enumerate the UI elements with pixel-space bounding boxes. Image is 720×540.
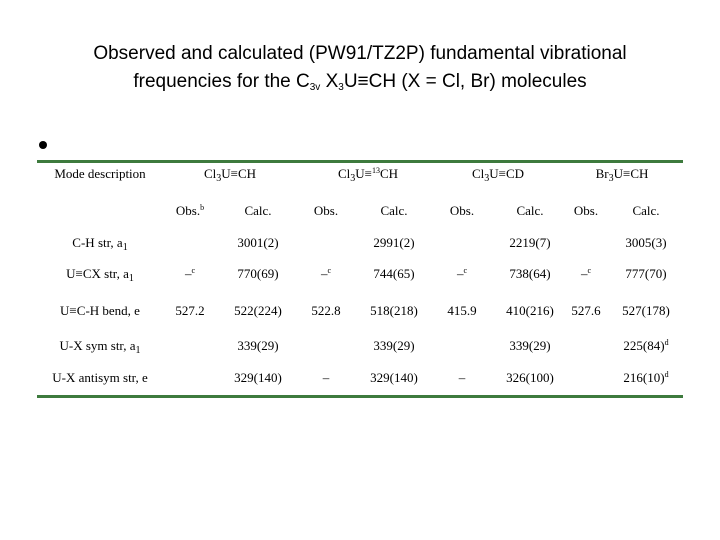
row-1-value-2: 3001(2) <box>237 235 279 250</box>
row-5-value-3: – <box>322 370 330 385</box>
row-4-value-2: 339(29) <box>237 338 279 353</box>
title-line-2: frequencies for the $C_{3v}$ $X_3U\equiv CH$ (X = Cl, Br) molecules <box>133 71 587 93</box>
row-2-value-6: 738(64) <box>509 266 551 281</box>
header-molecule-1: $Cl_3U\equiv CH$ <box>203 166 257 184</box>
row-4-value-4: 339(29) <box>373 338 415 353</box>
header-molecule-4: $Br_3U\equiv CH$ <box>595 166 649 184</box>
header-calc-4: Calc. <box>380 203 408 218</box>
row-2-value-4: 744(65) <box>373 266 415 281</box>
header-obs-1: Obs.$^b$ <box>175 203 205 218</box>
row-2-value-2: 770(69) <box>237 266 279 281</box>
header-obs-7: Obs. <box>573 203 599 218</box>
row-3-value-8: 527(178) <box>622 303 670 318</box>
row-5-value-8: $216(10)^d$ <box>623 370 669 385</box>
row-2-value-3: –$^c$ <box>320 266 332 281</box>
slide-title <box>0 40 720 96</box>
header-obs-5: Obs. <box>449 203 475 218</box>
row-5-value-6: 326(100) <box>506 370 554 385</box>
row-4-value-6: 339(29) <box>509 338 551 353</box>
header-molecule-2: $Cl_3U\equiv^{13}CH$ <box>337 166 399 184</box>
row-5-value-5: – <box>458 370 466 385</box>
row-3-value-6: 410(216) <box>506 303 554 318</box>
row-4-value-8: $225(84)^d$ <box>623 338 669 353</box>
row-2-value-1: –$^c$ <box>184 266 196 281</box>
row-2-value-7: –$^c$ <box>580 266 592 281</box>
row-3-value-4: 518(218) <box>370 303 418 318</box>
row-mode-1: C-H str, $a_1$ <box>72 235 128 253</box>
row-3-value-2: 522(224) <box>234 303 282 318</box>
row-3-value-5: 415.9 <box>447 303 477 318</box>
row-2-value-5: –$^c$ <box>456 266 468 281</box>
row-mode-5: U-X antisym str, e <box>52 370 148 385</box>
title-line-1: Observed and calculated (PW91/TZ2P) fundamental vibrational <box>93 43 627 64</box>
row-mode-4: U-X sym str, $a_1$ <box>59 338 141 356</box>
row-mode-2: U≡CX str, $a_1$ <box>66 266 134 284</box>
header-calc-8: Calc. <box>632 203 660 218</box>
header-calc-2: Calc. <box>244 203 272 218</box>
row-5-value-2: 329(140) <box>234 370 282 385</box>
row-mode-3: U≡C-H bend, e <box>60 303 140 318</box>
row-3-value-7: 527.6 <box>571 303 601 318</box>
row-3-value-1: 527.2 <box>175 303 205 318</box>
header-calc-6: Calc. <box>516 203 544 218</box>
row-2-value-8: 777(70) <box>625 266 667 281</box>
row-1-value-6: 2219(7) <box>509 235 551 250</box>
header-obs-3: Obs. <box>313 203 339 218</box>
table-top-rule <box>37 160 683 163</box>
row-5-value-4: 329(140) <box>370 370 418 385</box>
table-bottom-rule <box>37 395 683 398</box>
bullet-dot <box>39 141 47 149</box>
row-1-value-4: 2991(2) <box>373 235 415 250</box>
row-1-value-8: 3005(3) <box>625 235 667 250</box>
row-3-value-3: 522.8 <box>311 303 341 318</box>
header-molecule-3: $Cl_3U\equiv CD$ <box>471 166 525 184</box>
header-mode-description: Mode description <box>54 166 146 181</box>
